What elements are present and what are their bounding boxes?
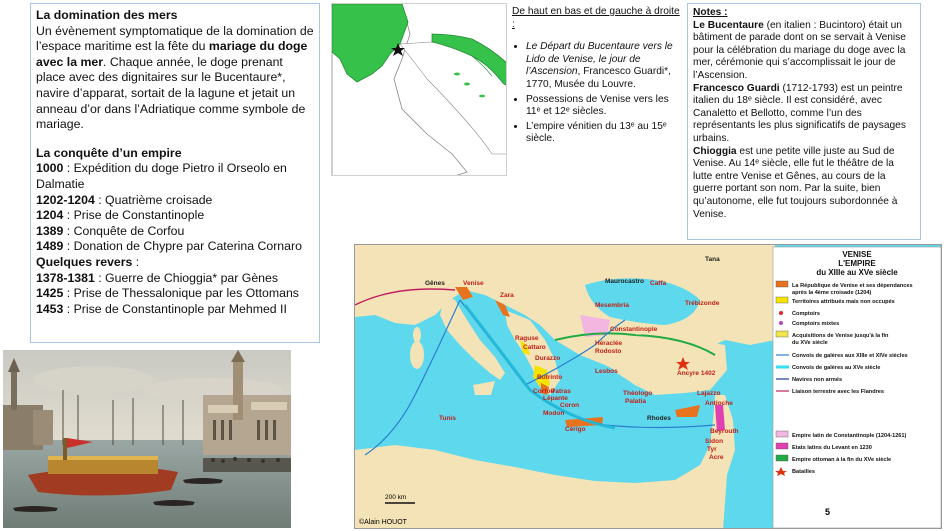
notes-title: Notes : <box>693 7 728 18</box>
legend-swatch <box>776 455 788 461</box>
caption-header: De haut en bas et de gauche à droite : <box>512 6 680 30</box>
event-date: 1202-1204 <box>36 192 95 207</box>
note-text: (1712-1793) est un peintre italien du 18ᵉ siècle. Il est considéré, avec Canaletto et Bellotto, comme l’un des représentants les plus significatifs de paysages urbains. <box>693 82 906 144</box>
map-place-label: Caffa <box>650 280 667 287</box>
map-place-label: Patras <box>551 388 571 395</box>
map-place-label: Coron <box>560 402 580 409</box>
legend-label: Convois de galères au XVe siècle <box>792 365 881 371</box>
p1-part-a: Un évènement symptomatique de la domination de l’espace maritime est la fête du <box>36 23 314 54</box>
legend-label: Navires non armés <box>792 377 843 383</box>
legend-swatch <box>776 331 788 337</box>
map-place-label: Théologo <box>623 390 653 397</box>
map-place-label: Antioche <box>705 400 733 407</box>
note-text: est une petite ville juste au Sud de Venise. Au 14ᵉ siècle, elle fut le théâtre de la lutte entre Venise et Gênes, au cours de la guerre portant son nom. Par la suite, bien qu’autonome, elle fut toujours subordonnée à Venise. <box>693 145 898 220</box>
event-date: 1389 <box>36 223 64 238</box>
map-place-label: Lajazzo <box>697 390 721 397</box>
main-text-box <box>30 3 320 343</box>
notes-box <box>687 3 921 240</box>
note-term: Le Bucentaure <box>693 19 764 31</box>
map-place-label: Sidon <box>705 438 724 445</box>
map-place-label: Constantinople <box>610 326 658 333</box>
note-guardi <box>693 83 915 146</box>
event-line <box>36 239 314 255</box>
map-place-label: Lépante <box>543 395 568 402</box>
setback-line <box>36 286 314 302</box>
note-term: Francesco Guardi <box>693 82 780 94</box>
image-captions <box>512 6 684 148</box>
legend-swatch <box>776 431 788 437</box>
page-number: 5 <box>825 507 831 517</box>
note-term: Chioggia <box>693 145 737 157</box>
map-place-label: Rodosto <box>595 348 622 355</box>
caption-item: • Possessions de Venise vers les 11ᵉ et 12ᵉ siècles. <box>526 94 684 119</box>
map-place-label: Acre <box>709 454 724 461</box>
caption-item: • L’empire vénitien du 13ᵉ au 15ᵉ siècle. <box>526 121 684 146</box>
map-venetian-empire <box>354 244 942 529</box>
legend-label-line2: après la 4ème croisade (1204) <box>792 290 872 296</box>
map-place-label: Rhodes <box>647 415 671 422</box>
map-place-label: Héraclée <box>595 340 623 347</box>
caption-item <box>526 41 684 91</box>
legend-label-line2: du XVe siècle <box>792 340 828 346</box>
map-place-label: Tana <box>705 256 720 263</box>
event-text: : Donation de Chypre par Caterina Cornaro <box>63 239 302 254</box>
legend-swatch <box>776 297 788 303</box>
legend-label: Etats latins du Levant en 1230 <box>792 445 872 451</box>
map-place-label: Zara <box>500 292 514 299</box>
revers-title: Quelques revers <box>36 254 133 269</box>
map-place-label: Gênes <box>425 280 445 287</box>
map-place-label: Modon <box>543 410 565 417</box>
event-date: 1204 <box>36 208 64 223</box>
map-place-label: Tyr <box>707 446 717 453</box>
map-place-label: Trébizonde <box>685 300 720 307</box>
event-text: : Conquête de Corfou <box>63 223 185 238</box>
event-line <box>36 224 314 240</box>
legend-title-2: L'EMPIRE <box>838 259 876 268</box>
event-line <box>36 161 314 192</box>
note-text: (en italien : Bucintoro) était un bâtiment de parade dont on se servait à Venise pour la célébration du mariage du doge avec la mer, cérémonie qui s’accomplissait le jour de l’Ascension. <box>693 19 906 81</box>
event-line <box>36 208 314 224</box>
note-bucentaure <box>693 20 915 83</box>
map-place-label: Cérigo <box>565 426 586 433</box>
map-place-label: Raguse <box>515 335 539 342</box>
event-text: : Quatrième croisade <box>94 192 213 207</box>
legend-label: Comptoirs <box>792 311 820 317</box>
legend-title-1: VENISE <box>842 250 872 259</box>
legend-label: Empire ottoman à la fin du XVe siècle <box>792 457 892 463</box>
event-date: 1489 <box>36 239 64 254</box>
setback-date: 1425 <box>36 286 64 301</box>
map-place-label: Butrinto <box>537 374 563 381</box>
event-text: : Prise de Constantinople <box>63 208 205 223</box>
map-copyright: ©Alain HOUOT <box>359 519 407 526</box>
legend-swatch <box>776 281 788 287</box>
legend-swatch <box>779 321 783 325</box>
p1-bold: mariage du doge avec la mer <box>36 39 308 69</box>
map-scale: 200 km <box>385 494 407 501</box>
legend-label: Acquisitions de Venise jusqu'à la fin <box>792 333 889 339</box>
heading-revers <box>36 255 314 271</box>
legend-swatch <box>779 311 783 315</box>
event-date: 1000 <box>36 161 64 176</box>
setback-date: 1378-1381 <box>36 270 95 285</box>
caption-list <box>512 41 684 146</box>
bucentaure-painting <box>3 350 291 528</box>
heading-domination: La domination des mers <box>36 8 178 22</box>
p1-part-c: . Chaque année, le doge prenant place avec des dignitaires sur le Bucentaure*, navire d’apparat, sortait de la lagune et jetait un anneau d’or dans l’Adriatique comme symbole de mariage. <box>36 54 306 132</box>
legend-label: Territoires attribués mais non occupés <box>792 299 895 305</box>
legend-label: Liaison terrestre avec les Flandres <box>792 389 885 395</box>
map-place-label: Ancyre 1402 <box>677 370 716 377</box>
setback-date: 1453 <box>36 301 64 316</box>
event-line <box>36 193 314 209</box>
legend-title-3: du XIIIe au XVe siècle <box>816 268 898 277</box>
caption-painting-rest: , Francesco Guardi*, 1770, Musée du Louvre. <box>526 66 671 90</box>
map-place-label: Cattaro <box>523 344 546 351</box>
setback-text: : Prise de Thessalonique par les Ottomans <box>63 286 299 301</box>
legend-label: Comptoirs mixtes <box>792 321 840 327</box>
map-place-label: Palatia <box>625 398 646 405</box>
map-venice-possessions <box>331 3 507 176</box>
legend-label: La République de Venise et ses dépendances <box>792 283 913 289</box>
setback-text: : Guerre de Chioggia* par Gènes <box>94 270 279 285</box>
revers-suffix: : <box>132 254 140 269</box>
event-text: : Expédition du doge Pietro il Orseolo en Dalmatie <box>36 161 287 191</box>
note-chioggia <box>693 146 915 222</box>
map-place-label: Tunis <box>439 415 456 422</box>
map-place-label: Beyrouth <box>710 428 739 435</box>
setback-text: : Prise de Constantinople par Mehmed II <box>63 301 287 316</box>
setback-line <box>36 302 314 318</box>
map-place-label: Maurocastro <box>605 278 645 285</box>
caption-painting-title: Le Départ du Bucentaure vers le Lido de Venise, le jour de l’Ascension <box>526 41 673 78</box>
legend-label: Convois de galères aux XIIIe et XIVe siècles <box>792 353 908 359</box>
map-place-label: Durazzo <box>535 355 561 362</box>
map-place-label: Lesbos <box>595 368 618 375</box>
map-place-label: Venise <box>463 280 484 287</box>
setback-line <box>36 271 314 287</box>
legend-label: Empire latin de Constantinople (1204-1261) <box>792 433 907 439</box>
legend-swatch <box>776 443 788 449</box>
paragraph-mariage <box>36 24 314 133</box>
map-place-label: Corfou <box>533 388 555 395</box>
heading-conquete: La conquête d’un empire <box>36 145 182 160</box>
legend-label: Batailles <box>792 469 816 475</box>
map-place-label: Mesembria <box>595 302 629 309</box>
